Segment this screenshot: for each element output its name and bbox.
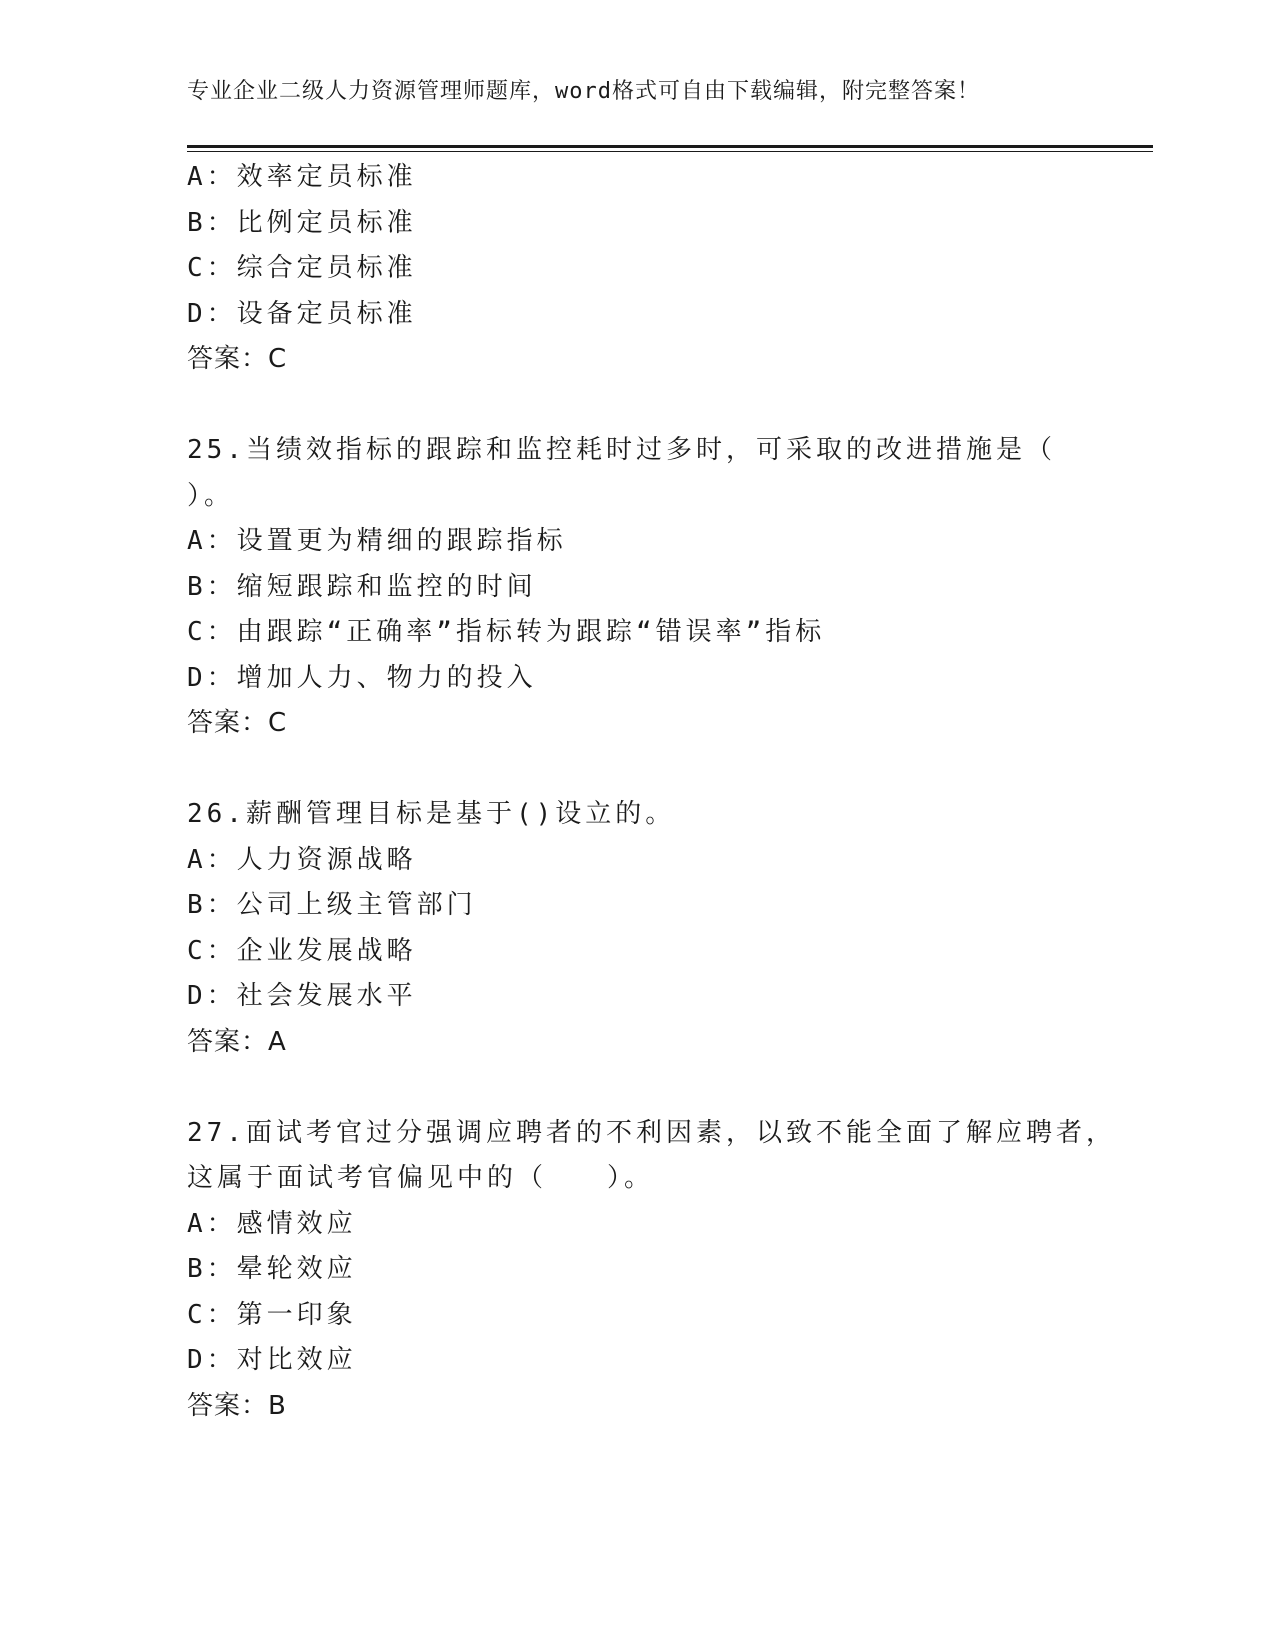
option-a: A：设置更为精细的跟踪指标	[187, 526, 567, 556]
answer-line: 答案：C	[187, 708, 288, 738]
header-rule-thick	[187, 145, 1153, 148]
question-stem: 25.当绩效指标的跟踪和监控耗时过多时，可采取的改进措施是（	[187, 435, 1056, 465]
option-d: D：增加人力、物力的投入	[187, 662, 537, 693]
question-stem-continued: 这属于面试考官偏见中的（ ）。	[187, 1163, 655, 1193]
question-content	[187, 155, 1127, 1429]
answer-line: 答案：A	[187, 1026, 287, 1057]
question-stem: 26.薪酬管理目标是基于()设立的。	[187, 799, 676, 829]
option-a: A：效率定员标准	[187, 162, 417, 192]
option-b: B：缩短跟踪和监控的时间	[187, 571, 537, 602]
option-c: C：由跟踪“正确率”指标转为跟踪“错误率”指标	[187, 617, 826, 647]
spacer	[187, 1065, 1127, 1111]
question-stem-continued: ）。	[187, 480, 235, 511]
spacer	[187, 747, 1127, 793]
option-d: D：对比效应	[187, 1345, 357, 1375]
option-c: C：企业发展战略	[187, 935, 417, 966]
option-c: C：综合定员标准	[187, 253, 417, 283]
option-a: A：人力资源战略	[187, 844, 417, 875]
answer-line: 答案：B	[187, 1390, 287, 1421]
answer-line: 答案：C	[187, 344, 288, 374]
option-c: C：第一印象	[187, 1299, 357, 1330]
option-a: A：感情效应	[187, 1208, 357, 1239]
option-b: B：比例定员标准	[187, 207, 417, 238]
spacer	[187, 383, 1127, 429]
document-header: 专业企业二级人力资源管理师题库，word格式可自由下载编辑，附完整答案！	[187, 79, 980, 104]
option-d: D：设备定员标准	[187, 298, 417, 329]
question-stem: 27.面试考官过分强调应聘者的不利因素，以致不能全面了解应聘者，	[187, 1117, 1116, 1148]
header-rule-thin	[187, 151, 1153, 152]
option-d: D：社会发展水平	[187, 981, 417, 1011]
option-b: B：晕轮效应	[187, 1254, 357, 1284]
option-b: B：公司上级主管部门	[187, 890, 477, 920]
